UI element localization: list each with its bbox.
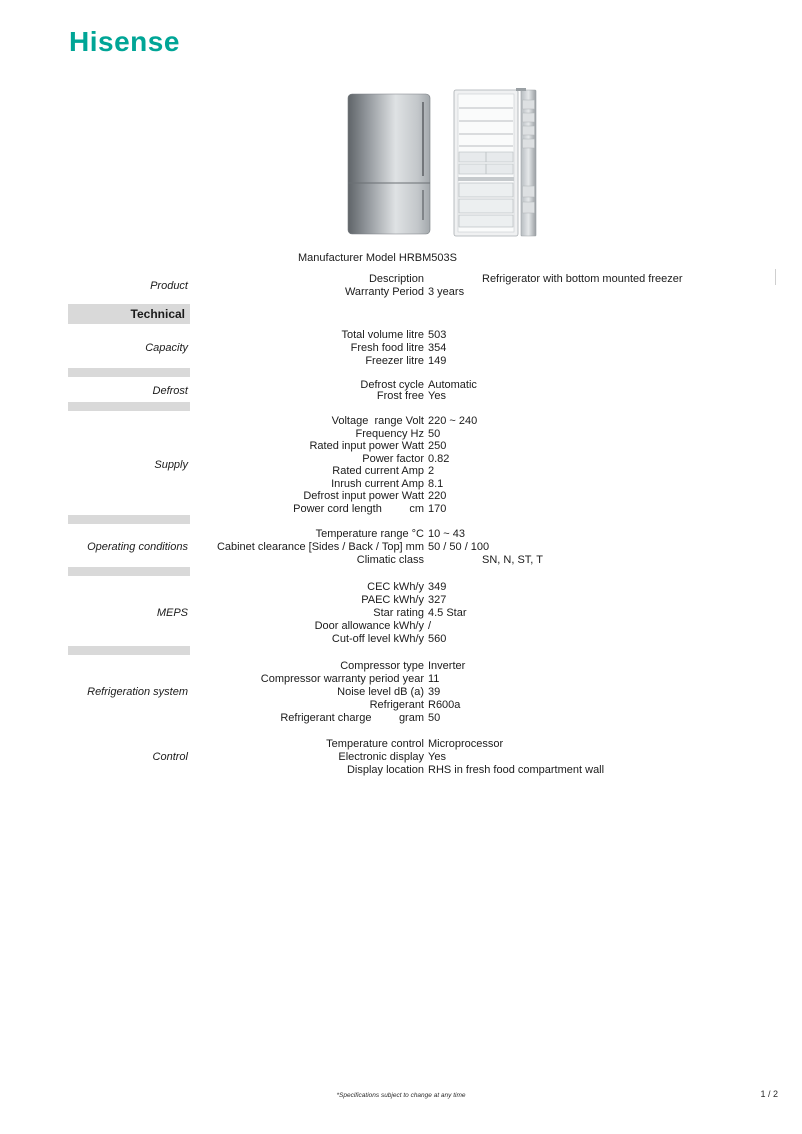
spec-row-label: Electronic display [338,751,424,763]
section-divider [68,368,190,377]
spec-row [190,391,802,402]
section-label-cell [0,415,190,515]
spec-row-label: Rated input power Watt [309,440,424,452]
spec-row-label: Description [368,273,424,285]
spec-row-label: Rated current Amp [332,465,424,477]
spec-row [190,453,802,466]
spec-row [190,712,802,725]
spec-section-supply [0,415,802,515]
spec-row [190,465,802,478]
spec-row-value: 50 / 50 / 100 [428,541,490,553]
spec-row-value: 2 [428,465,435,477]
spec-row-value: 349 [428,581,447,593]
spec-row-label: Refrigerant [369,699,424,711]
spec-section-defrost [0,380,802,402]
section-rows [190,738,802,777]
section-divider [68,515,190,524]
section-rows [190,581,802,646]
spec-row [190,764,802,777]
spec-row [190,355,802,368]
hisense-logo: Hisense [69,26,180,57]
spec-row-label: Total volume litre [341,329,424,341]
spec-row [190,415,802,428]
spec-row-value: 8.1 [428,477,444,490]
section-rows [190,273,802,299]
spec-row-label: Compressor warranty period year [260,673,424,685]
spec-row [190,660,802,673]
spec-row-value: 10 ~ 43 [428,528,466,540]
spec-row-label: Freezer litre [365,355,424,367]
spec-row [190,342,802,355]
spec-row-value: 220 ~ 240 [428,415,478,427]
spec-row-label: Compressor type [340,660,424,672]
spec-row [190,699,802,712]
spec-row-value: 560 [428,633,447,645]
spec-row-value: Automatic [428,379,477,391]
spec-row-value: 149 [428,355,447,367]
section-divider [68,646,190,655]
spec-row-label: Temperature range °C [315,528,424,540]
spec-row-label: Cabinet clearance [Sides / Back / Top] mm [216,541,424,553]
spec-row-value: 354 [428,342,447,354]
spec-row [190,751,802,764]
section-label-cell [0,380,190,402]
section-label-cell [0,528,190,567]
spec-row-label: Power factor [362,452,424,465]
spec-row-label: Cut-off level kWh/y [331,633,424,645]
spec-row [190,273,802,286]
spec-row-label: Warranty Period [344,286,424,298]
spec-row-value: 170 [428,502,447,515]
spec-row [190,440,802,453]
spec-row-label: Defrost cycle [360,379,424,391]
spec-sections [0,273,802,777]
spec-row-label: Climatic class [356,554,424,566]
spec-row-value: Refrigerator with bottom mounted freezer [482,273,683,285]
spec-row [190,329,802,342]
spec-row [190,673,802,686]
spec-row-value: / [428,620,432,632]
page-number: 1 / 2 [760,1089,778,1099]
spec-row-value: 11 [428,673,440,685]
section-rows [190,660,802,725]
spec-row [190,478,802,491]
spec-section-meps [0,581,802,646]
technical-section-header: Technical [68,304,190,324]
spec-row [190,528,802,541]
spec-row-label: Voltage range Volt [331,415,424,427]
section-label-operating: Operating conditions [87,541,188,553]
spec-row [190,686,802,699]
spec-row-value: 4.5 Star [428,607,467,619]
section-label-meps: MEPS [156,607,188,619]
spec-row-value: Inverter [428,660,466,672]
spec-row-label: Power cord length cm [293,502,424,515]
spec-row-label: Inrush current Amp [331,477,424,490]
spec-row [190,633,802,646]
spec-row [190,286,802,299]
spec-row-label: Refrigerant charge gram [280,712,424,724]
section-rows [190,329,802,368]
section-label-cell [0,738,190,777]
spec-row [190,490,802,503]
spec-row-value: 220 [428,490,447,502]
model-value: HRBM503S [398,252,457,264]
spec-row [190,554,802,567]
spec-row [190,738,802,751]
spec-section-product [0,273,802,299]
table-border-artifact [775,269,776,285]
spec-section-capacity [0,329,802,368]
refrigerator-image [342,82,552,244]
model-line [190,252,565,265]
spec-row-label: Star rating [373,607,424,619]
spec-row-value: 50 [428,712,441,724]
spec-row-value: 50 [428,427,441,440]
spec-row-label: Noise level dB (a) [337,686,424,698]
section-rows [190,528,802,567]
model-label: Manufacturer Model [298,252,396,264]
section-label-cell [0,581,190,646]
spec-row-value: 39 [428,686,441,698]
spec-table [0,252,802,777]
section-rows [190,380,802,402]
spec-row [190,541,802,554]
spec-row-value: 250 [428,440,447,452]
spec-row-value: R600a [428,699,461,711]
spec-row-value: 3 years [428,286,465,298]
footer-disclaimer: *Specifications subject to change at any time [336,1092,466,1099]
section-label-supply: Supply [154,458,188,471]
spec-row [190,581,802,594]
spec-row-value: Yes [428,751,446,763]
section-label-product: Product [150,279,188,292]
spec-row [190,594,802,607]
section-label-refrigeration: Refrigeration system [87,686,188,698]
spec-row-label: Frost free [376,390,424,402]
spec-row-value: Microprocessor [428,738,504,750]
spec-row-value: 503 [428,329,447,341]
spec-row-label: CEC kWh/y [367,581,424,593]
spec-row-value: 0.82 [428,452,450,465]
spec-row-label: Display location [346,764,424,776]
product-image-wrap [342,82,552,249]
spec-row-label: Door allowance kWh/y [314,620,424,632]
section-label-cell [0,660,190,725]
spec-row [190,503,802,516]
section-divider [68,567,190,576]
spec-row [190,380,802,391]
spec-row [190,620,802,633]
section-label-defrost: Defrost [152,384,188,397]
section-label-cell [0,329,190,368]
spec-row [190,607,802,620]
spec-row-value: 327 [428,594,447,606]
spec-row-value: Yes [428,390,446,402]
spec-row-label: PAEC kWh/y [361,594,424,606]
spec-row [190,428,802,441]
spec-section-operating [0,528,802,567]
spec-row-label: Temperature control [326,738,424,750]
section-label-capacity: Capacity [145,342,188,354]
spec-row-value: SN, N, ST, T [482,554,543,566]
spec-section-control [0,738,802,777]
section-label-control: Control [152,751,188,763]
spec-row-label: Frequency Hz [355,427,424,440]
section-label-cell [0,273,190,299]
spec-row-label: Fresh food litre [350,342,424,354]
spec-row-value: RHS in fresh food compartment wall [428,764,605,776]
section-rows [190,415,802,515]
spec-section-refrigeration [0,660,802,725]
spec-row-label: Defrost input power Watt [303,490,424,502]
section-divider [68,402,190,411]
